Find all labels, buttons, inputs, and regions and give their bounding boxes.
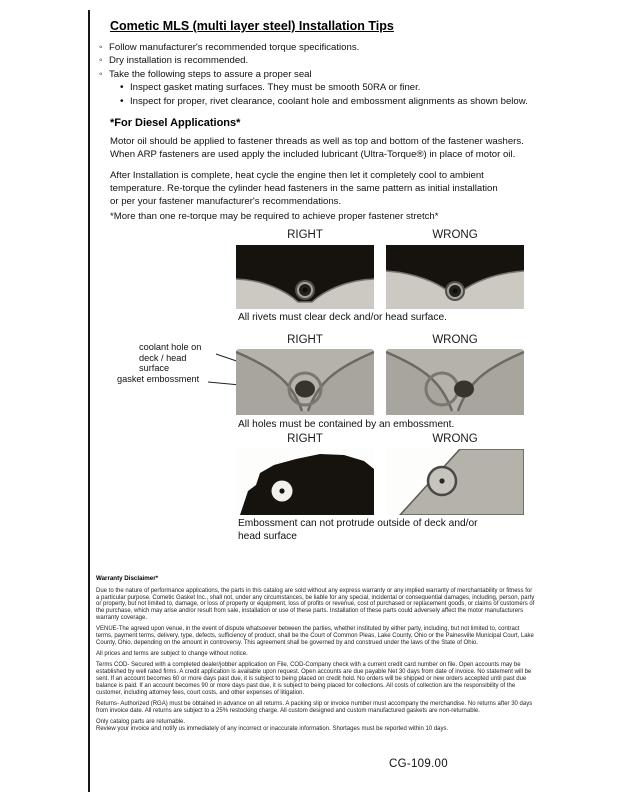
row1-wrong-label: WRONG — [432, 229, 478, 241]
embossment-wrong-figure — [386, 449, 524, 515]
motor-oil-paragraph — [110, 136, 524, 162]
page-title: Cometic MLS (multi layer steel) Installation Tips — [110, 19, 394, 33]
open-bullet-icon — [99, 41, 109, 54]
rivet-right-figure — [236, 245, 374, 309]
tips-list — [99, 41, 599, 108]
paragraph-line: temperature. Re-torque the cylinder head fasteners in the same pattern as initial installation — [110, 182, 498, 194]
terms-paragraph: Terms COD- Secured with a completed dealer/jobber application on File, COD-Company check with a current credit card number on file. Open accounts may be established by well rated firms. A credit application is available upon request. Open accounts are due payable Net 30 days from date of invoice. No statement will be sent. If an account becomes 60 or more days past due, it is subject to being placed on credit hold. No orders will be shipped or new orders accepted until past due balance is paid. If an account becomes 90 or more days past due, it is subject to being placed for collections. All costs of collection are the responsibility of the customer, including attorney fees, court costs, and other expenses of litigation. — [96, 662, 532, 696]
tip-text: Follow manufacturer's recommended torque specifications. — [109, 42, 360, 53]
tip-text: Dry installation is recommended. — [109, 55, 249, 67]
row3-wrong-label: WRONG — [432, 433, 478, 445]
tip-text: Take the following steps to assure a proper seal — [109, 68, 312, 80]
embossment-right-figure — [236, 449, 374, 515]
left-border-rule — [88, 10, 90, 792]
tip-item — [99, 54, 599, 67]
row1-right-label: RIGHT — [287, 229, 323, 241]
paragraph-line: When ARP fasteners are used apply the included lubricant (Ultra-Torque®) in place of motor oil. — [110, 148, 516, 160]
gasket-embossment-annotation: gasket embossment — [117, 374, 200, 384]
tip-item — [99, 68, 599, 81]
open-bullet-icon — [99, 54, 109, 67]
paragraph-line: After Installation is complete, heat cycle the engine then let it completely cool to ambient — [110, 170, 484, 181]
warranty-paragraph: Due to the nature of performance applications, the parts in this catalog are sold without any express warranty or any implied warranty of merchantability or fitness for a particular purpose. Cometic Gasket Inc., shall not, under any circumstances, be liable for any special, incidental or consequential damages, including, person, party or property, but not limited to, damage, or loss of property or equipment, loss of profits or revenue, cost of purchased or replacement goods, or claims of customers of the purchase, which may arise and/or result from sale, installation or use of these parts. Installation of these parts could adversely affect the motor manufacturers warranty coverage. — [96, 587, 535, 621]
row2-wrong-label: WRONG — [432, 334, 478, 346]
diesel-applications-heading: *For Diesel Applications* — [110, 117, 241, 129]
invoice-paragraph: Review your invoice and notify us immediately of any incorrect or inaccurate information. Shortages must be reported within 10 days. — [96, 726, 449, 733]
tip-text: Inspect for proper, rivet clearance, coolant hole and embossment alignments as shown below. — [130, 95, 528, 107]
tip-text: Inspect gasket mating surfaces. They must be smooth 50RA or finer. — [130, 82, 421, 94]
coolant-hole-right-figure — [236, 349, 374, 415]
tip-item — [99, 41, 599, 54]
heat-cycle-paragraph — [110, 170, 498, 208]
venue-paragraph: VENUE-The agreed upon venue, in the event of dispute whatsoever between the parties, whether instituted by either party, including, but not limited to, contract terms, payment terms, delivery, type, defects, sufficiency of product, shall be the Court of Common Pleas, Lake County, Ohio or the Painesville Municipal Court, Lake County, Ohio, depending on the amount in controversy. This agreement shall be governed by and construed under the laws of the State of Ohio. — [96, 626, 534, 646]
paragraph-line: or per your fastener manufacturer's recommendations. — [110, 195, 342, 207]
rivet-wrong-figure — [386, 245, 524, 309]
row3-right-label: RIGHT — [287, 433, 323, 445]
open-bullet-icon — [99, 68, 109, 81]
filled-bullet-icon — [120, 81, 130, 94]
coolant-hole-wrong-figure — [386, 349, 524, 415]
coolant-hole-annotation: coolant hole on deck / head surface — [139, 342, 202, 374]
catalog-page-code: CG-109.00 — [389, 758, 448, 770]
warranty-disclaimer-block — [96, 576, 536, 738]
returns-paragraph: Returns- Authorized (RGA) must be obtained in advance on all returns. A packing slip or invoice number must accompany the merchandise. No returns after 30 days from invoice date. All returns are subject to a 25% restocking charge. All custom designed and custom manufactured gaskets are non-returnable. — [96, 700, 533, 714]
tip-sub-item — [120, 81, 599, 94]
warranty-heading: Warranty Disclaimer* — [96, 575, 159, 582]
filled-bullet-icon — [120, 95, 130, 108]
row2-right-label: RIGHT — [287, 334, 323, 346]
retorque-note: *More than one re-torque may be required to achieve proper fastener stretch* — [110, 211, 439, 222]
tip-sub-item — [120, 95, 599, 108]
embossment-caption: Embossment can not protrude outside of deck and/or head surface — [238, 518, 478, 542]
holes-caption: All holes must be contained by an embossment. — [238, 419, 455, 430]
prices-paragraph: All prices and terms are subject to change without notice. — [96, 651, 248, 658]
rivets-caption: All rivets must clear deck and/or head surface. — [238, 312, 447, 323]
returnable-paragraph: Only catalog parts are returnable. — [96, 719, 186, 726]
paragraph-line: Motor oil should be applied to fastener threads as well as top and bottom of the fastener washers. — [110, 136, 524, 147]
